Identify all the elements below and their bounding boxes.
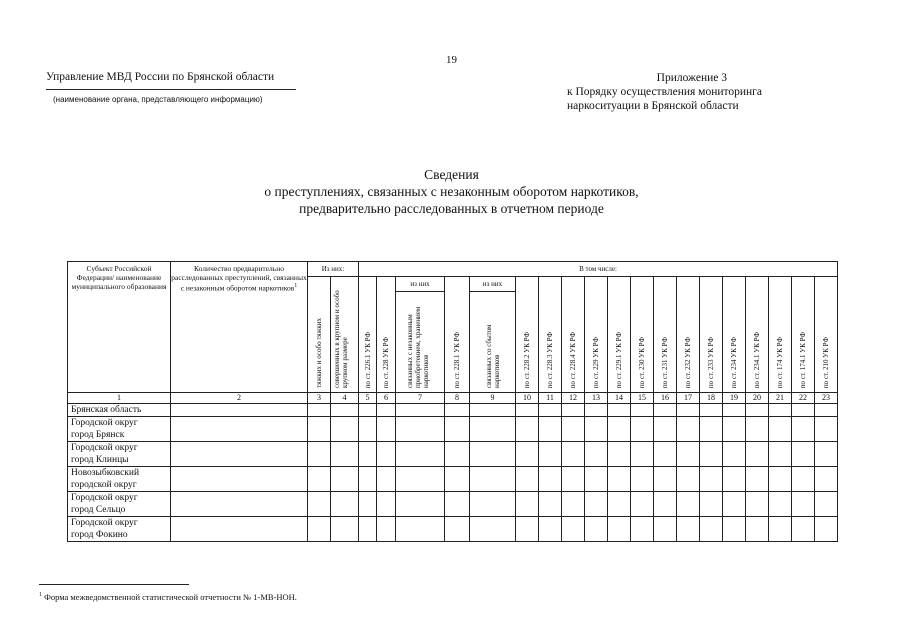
page-number: 19 [446, 54, 457, 66]
document-title [0, 166, 903, 217]
appendix-line-1: Приложение 3 [656, 72, 727, 84]
data-cell [677, 492, 700, 517]
column-number: 5 [359, 393, 377, 404]
data-cell [723, 492, 746, 517]
data-cell [654, 442, 677, 467]
vh-2-text: по ст. 226.1 УК РФ [363, 331, 372, 388]
data-cell [516, 517, 539, 542]
data-cell [815, 404, 838, 417]
row-label [68, 417, 171, 442]
vh-17-text: по ст. 234.1 УК РФ [753, 331, 761, 388]
data-cell [562, 517, 585, 542]
data-cell [377, 517, 396, 542]
vh-4-text: связанных с незаконным приобретением, хранением наркотиков [406, 306, 430, 388]
data-cell [377, 492, 396, 517]
data-cell [792, 467, 815, 492]
vh-0-text: тяжких и особо тяжких [315, 318, 323, 388]
data-cell [746, 492, 769, 517]
title-line-2: о преступлениях, связанных с незаконным оборотом наркотиков, [264, 184, 639, 199]
data-cell [769, 442, 792, 467]
data-cell [396, 517, 445, 542]
data-cell [445, 442, 470, 467]
data-cell [445, 492, 470, 517]
vh-3-text: по ст. 228 УК РФ [382, 336, 390, 388]
data-cell [769, 517, 792, 542]
row-label [68, 492, 171, 517]
column-number: 4 [331, 393, 359, 404]
column-number: 3 [308, 393, 331, 404]
table-row [68, 442, 838, 467]
column-number: 7 [396, 393, 445, 404]
data-cell [746, 467, 769, 492]
data-cell [396, 404, 445, 417]
col-header-subject: Субъект Российской Федерации/ наименование муниципального образования [68, 262, 171, 393]
data-cell [331, 404, 359, 417]
table-row [68, 404, 838, 417]
data-cell [700, 404, 723, 417]
vh-12-text: по ст. 230 УК РФ [638, 336, 646, 388]
row-label-line-1: Брянская область [71, 405, 142, 415]
row-label [68, 442, 171, 467]
vh-10 [585, 277, 608, 393]
data-cell [654, 404, 677, 417]
data-cell [359, 492, 377, 517]
vh-12 [631, 277, 654, 393]
org-underline [46, 89, 296, 90]
vh-5 [445, 277, 470, 393]
data-cell [769, 467, 792, 492]
data-cell [539, 492, 562, 517]
data-cell [631, 417, 654, 442]
org-caption: (наименование органа, представляющего информацию) [53, 95, 263, 104]
appendix-line-3: наркоситуации в Брянской области [567, 100, 739, 112]
report-table [67, 261, 838, 542]
data-cell [608, 417, 631, 442]
vh-11-text: по ст. 229.1 УК РФ [615, 331, 623, 388]
column-number: 13 [585, 393, 608, 404]
vh-20 [815, 277, 838, 393]
row-label-line-1: Городской округ [71, 518, 138, 528]
data-cell [377, 417, 396, 442]
data-cell [608, 467, 631, 492]
data-cell [608, 492, 631, 517]
data-cell [746, 417, 769, 442]
data-cell [539, 442, 562, 467]
data-cell [677, 442, 700, 467]
row-label-line-1: Городской округ [71, 493, 138, 503]
data-cell [585, 404, 608, 417]
column-number: 9 [470, 393, 516, 404]
vh-14 [677, 277, 700, 393]
vh-14-text: по ст. 232 УК РФ [684, 336, 692, 388]
vh-9-text: по ст. 228.4 УК РФ [569, 331, 577, 388]
data-cell [377, 442, 396, 467]
data-cell [470, 404, 516, 417]
data-cell [445, 467, 470, 492]
col-header-count [171, 262, 308, 393]
data-cell [677, 517, 700, 542]
row-label [68, 404, 171, 417]
data-cell [792, 404, 815, 417]
footnote-ref: 1 [294, 283, 298, 289]
data-cell [700, 442, 723, 467]
data-cell [539, 467, 562, 492]
data-cell [331, 442, 359, 467]
column-number: 23 [815, 393, 838, 404]
data-cell [723, 467, 746, 492]
data-cell [396, 492, 445, 517]
data-cell [396, 417, 445, 442]
data-cell [631, 492, 654, 517]
footnote [39, 592, 297, 602]
data-cell [470, 492, 516, 517]
row-label-line-2: городской округ [71, 480, 137, 490]
vh-4 [396, 292, 445, 393]
data-cell [815, 417, 838, 442]
data-cell [470, 417, 516, 442]
data-cell [631, 467, 654, 492]
data-cell [445, 517, 470, 542]
data-cell [562, 417, 585, 442]
row-label-line-1: Новозыбковский [71, 468, 140, 478]
data-cell [331, 517, 359, 542]
data-cell [359, 417, 377, 442]
column-number: 8 [445, 393, 470, 404]
data-cell [396, 467, 445, 492]
data-cell [562, 442, 585, 467]
column-number: 12 [562, 393, 585, 404]
data-cell [445, 404, 470, 417]
data-cell [562, 404, 585, 417]
data-cell [359, 404, 377, 417]
data-cell [700, 492, 723, 517]
table-row [68, 467, 838, 492]
data-cell [654, 467, 677, 492]
data-cell [815, 467, 838, 492]
vh-1-text: совершенных в крупном и особо крупном размере [332, 290, 349, 388]
data-cell [562, 467, 585, 492]
data-cell [470, 517, 516, 542]
data-cell [585, 442, 608, 467]
row-label-line-1: Городской округ [71, 418, 138, 428]
data-cell [396, 442, 445, 467]
data-cell [792, 517, 815, 542]
data-cell [723, 442, 746, 467]
data-cell [359, 467, 377, 492]
data-cell [470, 467, 516, 492]
column-number: 6 [377, 393, 396, 404]
data-cell [171, 442, 308, 467]
vh-10-text: по ст. 229 УК РФ [592, 336, 600, 388]
vh-5-text: по ст. 228.1 УК РФ [453, 331, 461, 388]
data-cell [700, 467, 723, 492]
column-number: 11 [539, 393, 562, 404]
data-cell [631, 517, 654, 542]
column-number: 22 [792, 393, 815, 404]
data-cell [746, 442, 769, 467]
column-number: 18 [700, 393, 723, 404]
row-label-line-2: город Фокино [71, 530, 128, 540]
vh-0 [308, 277, 331, 393]
appendix-line-2: к Порядку осуществления мониторинга [567, 86, 763, 98]
data-cell [171, 492, 308, 517]
data-cell [654, 417, 677, 442]
data-cell [377, 404, 396, 417]
data-cell [377, 467, 396, 492]
column-number: 16 [654, 393, 677, 404]
data-cell [746, 517, 769, 542]
data-cell [746, 404, 769, 417]
column-number: 19 [723, 393, 746, 404]
vh-6 [470, 292, 516, 393]
data-cell [171, 404, 308, 417]
vh-3 [377, 277, 396, 393]
data-cell [792, 442, 815, 467]
data-cell [723, 417, 746, 442]
data-cell [331, 417, 359, 442]
vh-17 [746, 277, 769, 393]
data-cell [516, 404, 539, 417]
column-number: 1 [68, 393, 171, 404]
vh-18-text: по ст. 174 УК РФ [776, 336, 784, 388]
row-label-line-2: город Клинцы [71, 455, 129, 465]
data-cell [585, 467, 608, 492]
vh-16 [723, 277, 746, 393]
column-number-row [68, 393, 838, 404]
data-cell [539, 517, 562, 542]
column-number: 14 [608, 393, 631, 404]
data-cell [539, 417, 562, 442]
data-cell [308, 442, 331, 467]
data-cell [585, 492, 608, 517]
data-cell [516, 417, 539, 442]
data-cell [516, 467, 539, 492]
data-cell [331, 492, 359, 517]
vh-6-text: связанных со сбытом наркотиков [484, 324, 501, 388]
table-row [68, 417, 838, 442]
data-cell [308, 404, 331, 417]
footnote-divider [39, 584, 189, 585]
vh-15 [700, 277, 723, 393]
title-line-3: предварительно расследованных в отчетном периоде [299, 201, 604, 216]
vh-15-text: по ст. 233 УК РФ [707, 336, 715, 388]
data-cell [470, 442, 516, 467]
of-them-header: Из них: [308, 262, 359, 277]
vh-11 [608, 277, 631, 393]
data-cell [815, 517, 838, 542]
appendix-block [567, 71, 787, 113]
data-cell [359, 442, 377, 467]
vh-9 [562, 277, 585, 393]
data-cell [585, 417, 608, 442]
data-cell [677, 404, 700, 417]
vh-2 [359, 277, 377, 393]
data-cell [585, 517, 608, 542]
data-cell [562, 492, 585, 517]
vh-8-text: по ст. 228.3 УК РФ [546, 331, 554, 388]
data-cell [308, 467, 331, 492]
data-cell [815, 442, 838, 467]
vh-7 [516, 277, 539, 393]
row-label-line-2: город Сельцо [71, 505, 126, 515]
data-cell [769, 404, 792, 417]
data-cell [331, 467, 359, 492]
data-cell [677, 467, 700, 492]
row-label [68, 467, 171, 492]
column-number: 17 [677, 393, 700, 404]
data-cell [608, 404, 631, 417]
of-them-small-2: из них [470, 277, 516, 292]
vh-19 [792, 277, 815, 393]
vh-7-text: по ст. 228.2 УК РФ [523, 331, 531, 388]
vh-8 [539, 277, 562, 393]
data-cell [631, 442, 654, 467]
data-cell [723, 404, 746, 417]
data-cell [700, 517, 723, 542]
title-line-1: Сведения [424, 167, 479, 182]
vh-20-text: по ст. 210 УК РФ [822, 336, 830, 388]
of-them-small-1: из них [396, 277, 445, 292]
data-cell [445, 417, 470, 442]
data-cell [631, 404, 654, 417]
data-cell [308, 417, 331, 442]
table-row [68, 492, 838, 517]
data-cell [700, 417, 723, 442]
org-name: Управление МВД России по Брянской области [46, 71, 275, 83]
data-cell [171, 417, 308, 442]
data-cell [539, 404, 562, 417]
data-cell [608, 442, 631, 467]
column-number: 2 [171, 393, 308, 404]
data-cell [769, 417, 792, 442]
row-label-line-1: Городской округ [71, 443, 138, 453]
data-cell [723, 517, 746, 542]
data-cell [815, 492, 838, 517]
data-cell [171, 467, 308, 492]
data-cell [308, 517, 331, 542]
column-number: 15 [631, 393, 654, 404]
data-cell [308, 492, 331, 517]
column-number: 21 [769, 393, 792, 404]
data-cell [792, 492, 815, 517]
data-cell [769, 492, 792, 517]
row-label-line-2: город Брянск [71, 430, 125, 440]
data-cell [677, 417, 700, 442]
column-number: 10 [516, 393, 539, 404]
data-cell [359, 517, 377, 542]
data-cell [516, 492, 539, 517]
data-cell [654, 492, 677, 517]
data-cell [171, 517, 308, 542]
vh-16-text: по ст. 234 УК РФ [730, 336, 738, 388]
including-header: В том числе: [359, 262, 838, 277]
footnote-marker: 1 [39, 592, 42, 599]
data-cell [792, 417, 815, 442]
data-cell [654, 517, 677, 542]
vh-13-text: по ст. 231 УК РФ [661, 336, 669, 388]
data-cell [516, 442, 539, 467]
row-label [68, 517, 171, 542]
footnote-text: Форма межведомственной статистической отчетности № 1-МВ-НОН. [44, 592, 297, 602]
vh-13 [654, 277, 677, 393]
vh-1 [331, 277, 359, 393]
column-number: 20 [746, 393, 769, 404]
table-row [68, 517, 838, 542]
vh-18 [769, 277, 792, 393]
col-header-count-text: Количество предварительно расследованных преступлений, связанных с незаконным оборотом наркотиков [171, 264, 307, 293]
data-cell [608, 517, 631, 542]
vh-19-text: по ст. 174.1 УК РФ [799, 331, 807, 388]
